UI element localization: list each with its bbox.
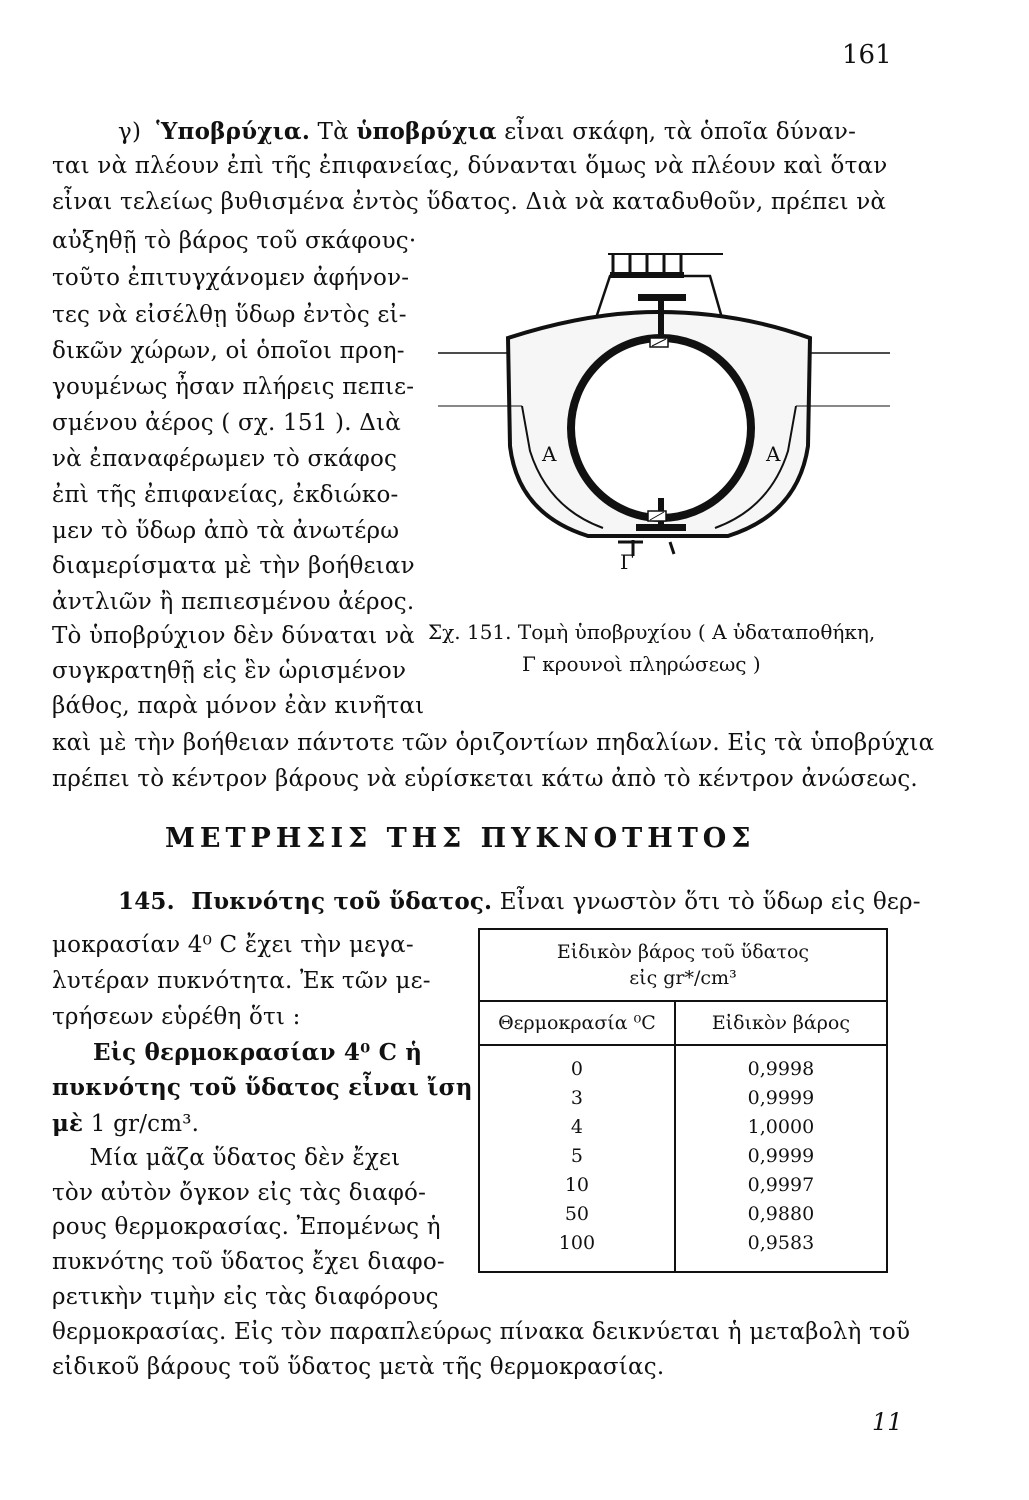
footer-signature: 11: [872, 1408, 903, 1436]
temperature-cell: 50: [479, 1199, 675, 1228]
text-line: [52, 302, 407, 328]
value-cell: 0,9998: [675, 1045, 887, 1083]
text-line: [52, 1319, 910, 1345]
figure-caption-line1: Σχ. 151. Τομὴ ὑποβρυχίου ( Α ὑδαταποθήκη,: [428, 620, 876, 644]
text-line: [52, 1145, 400, 1171]
text-segment: αὐξηθῇ τὸ βάρος τοῦ σκάφους·: [52, 228, 417, 254]
text-line: [52, 968, 431, 994]
text-line: [118, 888, 921, 915]
value-cell: 0,9999: [675, 1141, 887, 1170]
column-header-specific-weight: Εἰδικὸν βάρος: [675, 1001, 887, 1045]
text-segment: ἀντλιῶν ἢ πεπιεσμένου ἀέρος.: [52, 589, 415, 615]
text-line: [52, 693, 424, 719]
tank-label-left: A: [542, 442, 557, 466]
text-segment: μεν τὸ ὕδωρ ἀπὸ τὰ ἀνωτέρω: [52, 518, 400, 544]
text-line: [52, 228, 416, 254]
text-line: [52, 1180, 426, 1206]
text-line: [52, 482, 398, 508]
page-number: 161: [842, 40, 892, 70]
section-heading: ΜΕΤΡΗΣΙΣ ΤΗΣ ΠΥΚΝΟΤΗΤΟΣ: [165, 823, 756, 854]
figure-caption-line2: Γ κρουνοὶ πληρώσεως ): [522, 652, 761, 676]
text-segment: γουμένως ἦσαν πλήρεις πεπιε-: [52, 374, 415, 400]
submarine-cross-section-figure: [438, 246, 890, 590]
text-line: [52, 153, 887, 179]
pressure-hull: [571, 338, 751, 518]
bold-text-segment: Εἰς θερμοκρασίαν 4⁰ C ἡ: [52, 1039, 423, 1066]
text-line: [52, 1074, 473, 1101]
value-cell: 1,0000: [675, 1112, 887, 1141]
text-segment: τὸν αὐτὸν ὄγκον εἰς τὰς διαφό-: [52, 1180, 427, 1206]
text-line: [52, 265, 409, 291]
text-line: [52, 1110, 199, 1137]
text-segment: τρήσεων εὑρέθη ὅτι :: [52, 1004, 301, 1030]
text-segment: σμένου ἀέρος ( σχ. 151 ). Διὰ: [52, 410, 402, 436]
valve-label: Γ: [620, 550, 634, 574]
text-line: [52, 374, 414, 400]
text-segment: συγκρατηθῇ εἰς ἓν ὡρισμένον: [52, 658, 407, 684]
text-line: [52, 1004, 301, 1030]
text-line: [52, 1214, 441, 1240]
table-row: [479, 1199, 887, 1228]
temperature-cell: 100: [479, 1228, 675, 1272]
text-segment: καὶ μὲ τὴν βοήθειαν πάντοτε τῶν ὁριζοντίων πηδαλίων. Εἰς τὰ ὑποβρύχια: [52, 730, 935, 756]
temperature-cell: 5: [479, 1141, 675, 1170]
text-segment: πρέπει τὸ κέντρον βάρους νὰ εὑρίσκεται κάτω ἀπὸ τὸ κέντρον ἀνώσεως.: [52, 766, 918, 792]
temperature-cell: 0: [479, 1045, 675, 1083]
text-segment: θερμοκρασίας. Εἰς τὸν παραπλεύρως πίνακα δεικνύεται ἡ μεταβολὴ τοῦ: [52, 1319, 911, 1345]
text-segment: Μία μᾶζα ὕδατος δὲν ἔχει: [52, 1145, 401, 1171]
table-title-line2: εἰς gr*/cm³: [629, 967, 737, 989]
text-line: [52, 1354, 664, 1380]
text-line: [52, 623, 415, 649]
temperature-cell: 10: [479, 1170, 675, 1199]
text-line: [52, 518, 399, 544]
value-cell: 0,9583: [675, 1228, 887, 1272]
text-segment: διαμερίσματα μὲ τὴν βοήθειαν: [52, 553, 415, 579]
text-segment: εἰδικοῦ βάρους τοῦ ὕδατος μετὰ τῆς θερμοκρασίας.: [52, 1354, 665, 1380]
text-segment: βάθος, παρὰ μόνον ἐὰν κινῆται: [52, 693, 425, 719]
text-segment: πυκνότης τοῦ ὕδατος ἔχει διαφο-: [52, 1249, 445, 1275]
bold-text-segment: Ὑποβρύχια.: [156, 118, 311, 145]
text-segment: 1 gr/cm³.: [83, 1111, 200, 1137]
text-segment: τοῦτο ἐπιτυγχάνομεν ἀφήνον-: [52, 265, 410, 291]
text-segment: τες νὰ εἰσέλθῃ ὕδωρ ἐντὸς εἰ-: [52, 302, 407, 328]
text-segment: δικῶν χώρων, οἱ ὁποῖοι προη-: [52, 338, 405, 364]
text-segment: λυτέραν πυκνότητα. Ἐκ τῶν με-: [52, 968, 431, 994]
temperature-cell: 4: [479, 1112, 675, 1141]
value-cell: 0,9999: [675, 1083, 887, 1112]
text-line: [52, 446, 397, 472]
text-line: [52, 932, 414, 958]
text-line: [52, 189, 886, 215]
text-line: [118, 118, 856, 145]
text-line: [52, 1284, 439, 1310]
text-line: [52, 1249, 445, 1275]
value-cell: 0,9997: [675, 1170, 887, 1199]
text-line: [52, 589, 414, 615]
text-line: [52, 553, 415, 579]
table-row: [479, 1083, 887, 1112]
text-line: [52, 1039, 422, 1066]
text-line: [52, 658, 406, 684]
text-segment: γ): [118, 119, 157, 145]
table-row: [479, 1045, 887, 1083]
table-title-line1: Εἰδικὸν βάρος τοῦ ὕδατος: [556, 941, 810, 963]
bold-text-segment: 145. Πυκνότης τοῦ ὕδατος.: [118, 888, 493, 915]
text-segment: ρους θερμοκρασίας. Ἐπομένως ἡ: [52, 1214, 441, 1240]
specific-weight-table: [478, 928, 888, 1273]
text-segment: ρετικὴν τιμὴν εἰς τὰς διαφόρους: [52, 1284, 439, 1310]
bold-text-segment: πυκνότης τοῦ ὕδατος εἶναι ἴση: [52, 1074, 473, 1101]
table-row: [479, 1228, 887, 1272]
bold-text-segment: ὑποβρύχια: [356, 118, 497, 145]
text-segment: ἐπὶ τῆς ἐπιφανείας, ἐκδιώκο-: [52, 482, 399, 508]
text-line: [52, 766, 918, 792]
table-row: [479, 1141, 887, 1170]
text-segment: Τὰ: [310, 119, 357, 145]
table-title: [479, 929, 887, 1001]
column-header-temperature: Θερμοκρασία ⁰C: [479, 1001, 675, 1045]
text-line: [52, 730, 934, 756]
text-segment: Τὸ ὑποβρύχιον δὲν δύναται νὰ: [52, 623, 415, 649]
text-segment: μοκρασίαν 4⁰ C ἔχει τὴν μεγα-: [52, 932, 414, 958]
text-segment: ται νὰ πλέουν ἐπὶ τῆς ἐπιφανείας, δύνανται ὅμως νὰ πλέουν καὶ ὅταν: [52, 153, 888, 179]
text-line: [52, 338, 405, 364]
text-segment: εἶναι τελείως βυθισμένα ἐντὸς ὕδατος. Διὰ νὰ καταδυθοῦν, πρέπει νὰ: [52, 189, 887, 215]
text-segment: νὰ ἐπαναφέρωμεν τὸ σκάφος: [52, 446, 398, 472]
tank-label-right: A: [766, 442, 781, 466]
value-cell: 0,9880: [675, 1199, 887, 1228]
table-row: [479, 1112, 887, 1141]
bold-text-segment: μὲ: [52, 1110, 84, 1137]
temperature-cell: 3: [479, 1083, 675, 1112]
text-segment: Εἶναι γνωστὸν ὅτι τὸ ὕδωρ εἰς θερ-: [492, 889, 921, 915]
text-line: [52, 410, 401, 436]
text-segment: εἶναι σκάφη, τὰ ὁποῖα δύναν-: [496, 119, 857, 145]
table-row: [479, 1170, 887, 1199]
